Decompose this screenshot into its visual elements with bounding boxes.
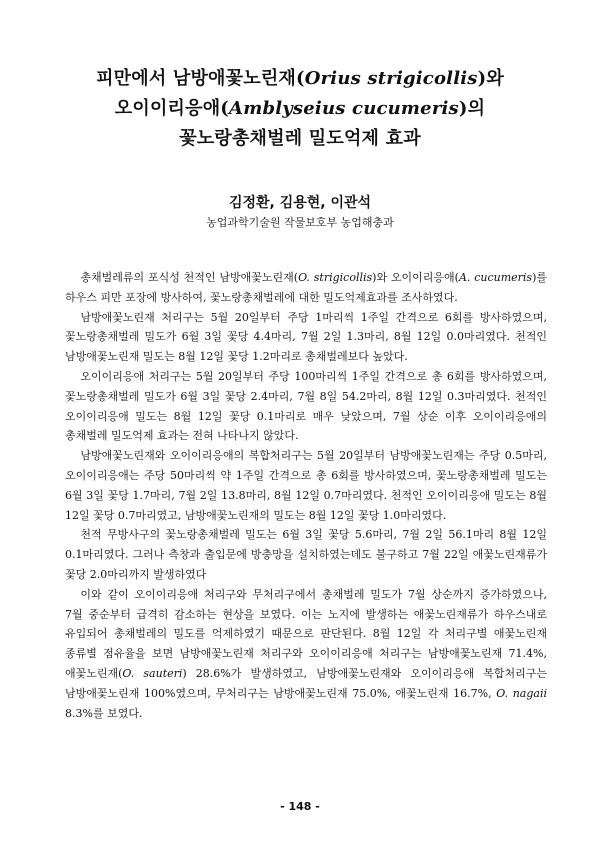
title-text: )와 xyxy=(477,68,504,89)
paragraph: 오이이리응애 처리구는 5월 20일부터 주당 100마리씩 1주일 간격으로 총 6회를 방사하였으며, 꽃노랑총채벌레 밀도가 6월 3일 꽃당 2.4마리, 7월 8일 54.2마리, 8월 12일 0.3마리였다. 천적인 오이이리응애 밀도는 8월 12일 꽃당 0.1마리로 매우 낮았으며, 7월 상순 이후 오이이리응애의 총채벌레 밀도억제 효과는 전혀 나타나지 않았다. xyxy=(65,369,547,443)
title-text: 오이이리응애( xyxy=(114,98,230,119)
title-line-1 xyxy=(0,64,600,94)
author-affiliation: 농업과학기술원 작물보호부 농업해충과 xyxy=(206,216,394,229)
title-line-3: 꽃노랑총채벌레 밀도억제 효과 xyxy=(179,128,421,149)
text-run: 이와 같이 오이이리응애 처리구와 무처리구에서 총채벌레 밀도가 7월 상순까지 증가하였으나, 7월 중순부터 급격히 감소하는 현상을 보였다. 이는 노지에 발생하는 애꽃노린재류가 하우스내로 유입되어 총채벌레의 밀도를 억제하였기 때문으로 판단된다. 8월 12일 각 처리구별 애꽃노린재 종류별 점유율을 보면 남방애꽃노린재 처리구와 오이이리응애 처리구는 남방애꽃노린재 71.4%, 애꽃노린재( xyxy=(65,587,547,680)
paragraph: 남방애꽃노린재 처리구는 5월 20일부터 주당 1마리씩 1주일 간격으로 6회를 방사하였으며, 꽃노랑총채벌레 밀도가 6월 3일 꽃당 4.4마리, 7월 2일 1.3마리, 8월 12일 0.0마리였다. 천적인 남방애꽃노린재 밀도는 8월 12일 꽃당 1.2마리로 총채벌레보다 높았다. xyxy=(65,310,547,364)
scientific-name: O. sauteri xyxy=(122,666,183,680)
title-text: )의 xyxy=(458,98,486,119)
paper-title xyxy=(0,64,600,154)
abstract-body xyxy=(65,268,547,723)
page-number: - 148 - xyxy=(280,800,320,813)
scientific-name: Amblyseius cucumeris xyxy=(229,98,459,119)
paragraph xyxy=(65,268,547,308)
title-text: 피만에서 남방애꽃노린재( xyxy=(96,68,305,89)
text-run: 총채벌레류의 포식성 천적인 남방애꽃노린재( xyxy=(80,271,299,284)
text-run: 8.3%를 보였다. xyxy=(65,706,143,720)
scientific-name: O. nagaii xyxy=(496,686,547,700)
text-run: ) 28.6%가 발생하였고, 남방애꽃노린재와 오이이리응애 복합처리구는 남방애꽃노린재 100%였으며, 무처리구는 남방애꽃노린재 75.0%, 애꽃노린재 16.7%, xyxy=(65,666,547,700)
paragraph: 남방애꽃노린재와 오이이리응애의 복합처리구는 5월 20일부터 남방애꽃노린재는 주당 0.5마리, 오이이리응애는 주당 50마리씩 약 1주일 간격으로 총 6회를 방사하였으며, 꽃노랑총채벌레 밀도는 6월 3일 꽃당 1.7마리, 7월 2일 13.8마리, 8월 12일 0.7마리였다. 천적인 오이이리응애 밀도는 8월 12일 꽃당 0.7마리였고, 남방애꽃노린재의 밀도는 8월 12일 꽃당 1.0마리였다. xyxy=(65,449,547,522)
title-line-2 xyxy=(0,94,600,124)
text-run: )와 오이이리응애( xyxy=(372,271,459,284)
scientific-name: Orius strigicollis xyxy=(304,68,478,89)
scientific-name: A. cucumeris xyxy=(458,271,533,284)
author-list: 김정환, 김용현, 이관석 xyxy=(228,195,372,211)
paragraph: 천적 무방사구의 꽃노랑총채벌레 밀도는 6월 3일 꽃당 5.6마리, 7월 2일 56.1마리 8월 12일 0.1마리였다. 그러나 측창과 출입문에 방충망을 설치하였는데도 불구하고 7월 22일 애꽃노린재류가 꽃당 2.0마리까지 발생하였다 xyxy=(65,528,547,581)
paragraph xyxy=(65,585,547,724)
text-run: )를 하우스 피만 포장에 방사하여, 꽃노랑총채벌레에 대한 밀도억제효과를 조사하였다. xyxy=(65,271,547,304)
scientific-name: O. strigicollis xyxy=(298,271,373,284)
